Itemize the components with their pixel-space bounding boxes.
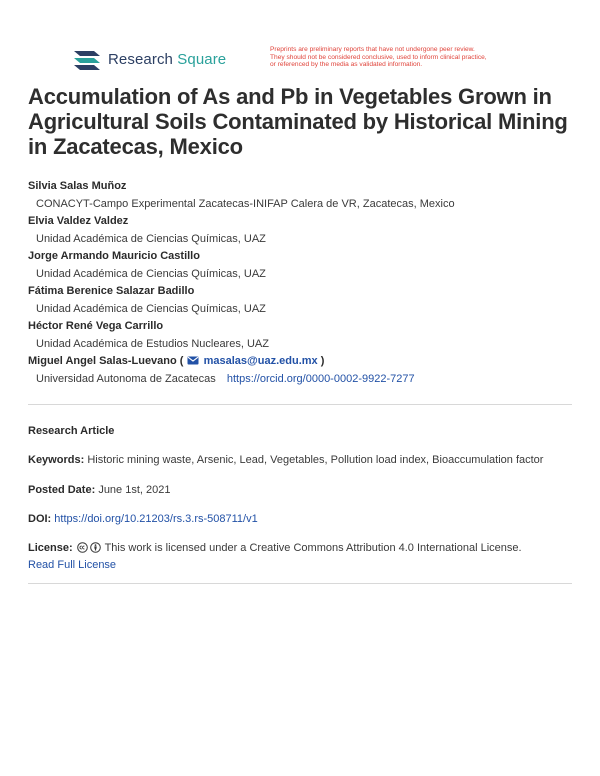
brand-word-square: Square [177,50,227,68]
keywords-label: Keywords: [28,454,85,466]
author-affiliation: Unidad Académica de Estudios Nucleares, UAZ [36,338,269,350]
research-square-logo[interactable] [72,46,226,72]
author-affiliation: Unidad Académica de Ciencias Químicas, UAZ [36,303,266,315]
preprint-disclaimer [270,46,570,69]
section-divider [28,404,572,405]
corresponding-email-group [180,355,325,367]
corresponding-author-name: Miguel Angel Salas-Luevano [28,355,177,367]
author-affiliation: CONACYT-Campo Experimental Zacatecas-INIFAP Calera de VR, Zacatecas, Mexico [36,198,455,210]
license-line [28,540,580,557]
disclaimer-line: They should not be considered conclusive, used to inform clinical practice, [270,53,487,61]
doi-line [28,511,580,528]
read-full-license-line [28,557,580,574]
open-paren: ( [179,355,184,367]
disclaimer-line: or referenced by the media as validated information. [270,61,423,69]
envelope-icon [187,356,199,365]
attribution-icon [90,542,101,553]
paper-title: Accumulation of As and Pb in Vegetables Grown in Agricultural Soils Contaminated by Historical Mining in Zacatecas, Mexico [28,84,568,159]
research-square-logo-icon [72,47,102,71]
header [72,46,572,76]
section-divider [28,583,572,584]
author-name: Elvia Valdez Valdez [28,215,129,227]
brand-word-research: Research [108,50,173,68]
disclaimer-line: Preprints are preliminary reports that have not undergone peer review. [270,46,475,53]
author-name: Silvia Salas Muñoz [28,180,127,192]
author-list [28,178,580,388]
creative-commons-icon [77,542,88,553]
close-paren: ) [320,355,325,367]
posted-date-value: June 1st, 2021 [98,484,171,496]
author-name: Fátima Berenice Salazar Badillo [28,285,195,297]
corresponding-author-affiliation-line [28,370,580,388]
keywords-value: Historic mining waste, Arsenic, Lead, Vegetables, Pollution load index, Bioaccumulation factor [87,454,544,466]
author-affiliation: Unidad Académica de Ciencias Químicas, UAZ [36,233,266,245]
posted-date-label: Posted Date: [28,484,96,496]
brand-wordmark [108,51,226,68]
author-name: Héctor René Vega Carrillo [28,320,164,332]
author-affiliation: Universidad Autonoma de Zacatecas [36,373,216,385]
author-name: Jorge Armando Mauricio Castillo [28,250,200,262]
doi-label: DOI: [28,513,52,525]
article-type: Research Article [28,425,115,437]
license-text: This work is licensed under a Creative Commons Attribution 4.0 International License. [104,542,522,554]
license-label: License: [28,542,73,554]
posted-date-line [28,482,580,499]
orcid-link[interactable]: https://orcid.org/0000-0002-9922-7277 [226,373,415,385]
doi-link[interactable]: https://doi.org/10.21203/rs.3.rs-508711/v1 [54,513,258,525]
corresponding-author [28,353,580,370]
keywords-line [28,452,580,469]
corresponding-email-link[interactable]: masalas@uaz.edu.mx [203,355,318,367]
author-affiliation: Unidad Académica de Ciencias Químicas, UAZ [36,268,266,280]
read-full-license-link[interactable]: Read Full License [28,559,117,571]
